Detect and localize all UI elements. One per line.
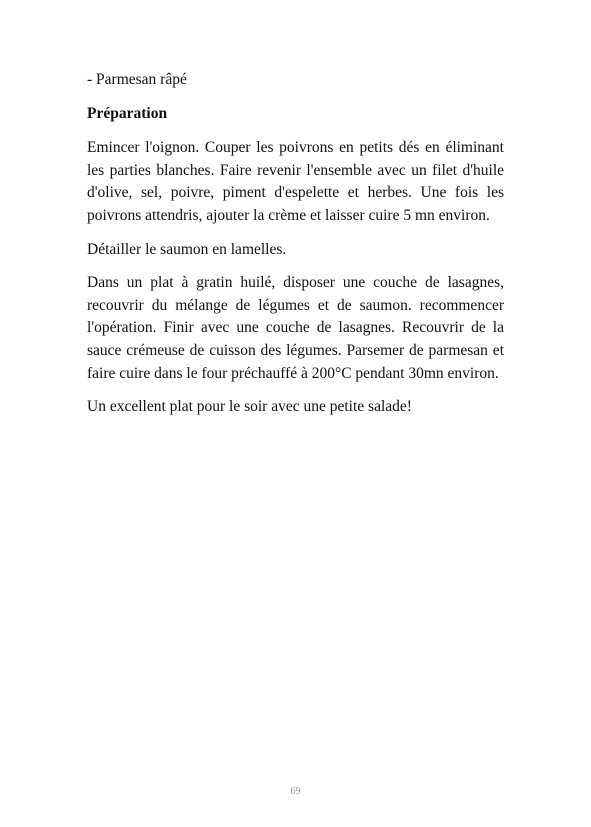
paragraph: Un excellent plat pour le soir avec une petite salade! (87, 398, 412, 416)
paragraph: Détailler le saumon en lamelles. (87, 240, 287, 258)
section-heading: Préparation (87, 104, 168, 122)
ingredient-line: - Parmesan râpé (87, 71, 187, 88)
paragraph: Dans un plat à gratin huilé, disposer une couche de lasagnes, recouvrir du mélange de légumes et de saumon. recommencer l'opération. Finir avec une couche de lasagnes. Recouvrir de la sauce crémeuse de cuisson des légumes. Parsemer de parmesan et faire cuire dans le four préchauffé à 200°C pendant 30mn environ. (87, 274, 504, 382)
page-content (87, 69, 504, 430)
page-number: 69 (290, 786, 301, 797)
paragraph: Emincer l'oignon. Couper les poivrons en petits dés en éliminant les parties blanches. Faire revenir l'ensemble avec un filet d'huile d'olive, sel, poivre, piment d'espelette et herbes. Une fois les poivrons attendris, ajouter la crème et laisser cuire 5 mn environ. (87, 139, 504, 224)
